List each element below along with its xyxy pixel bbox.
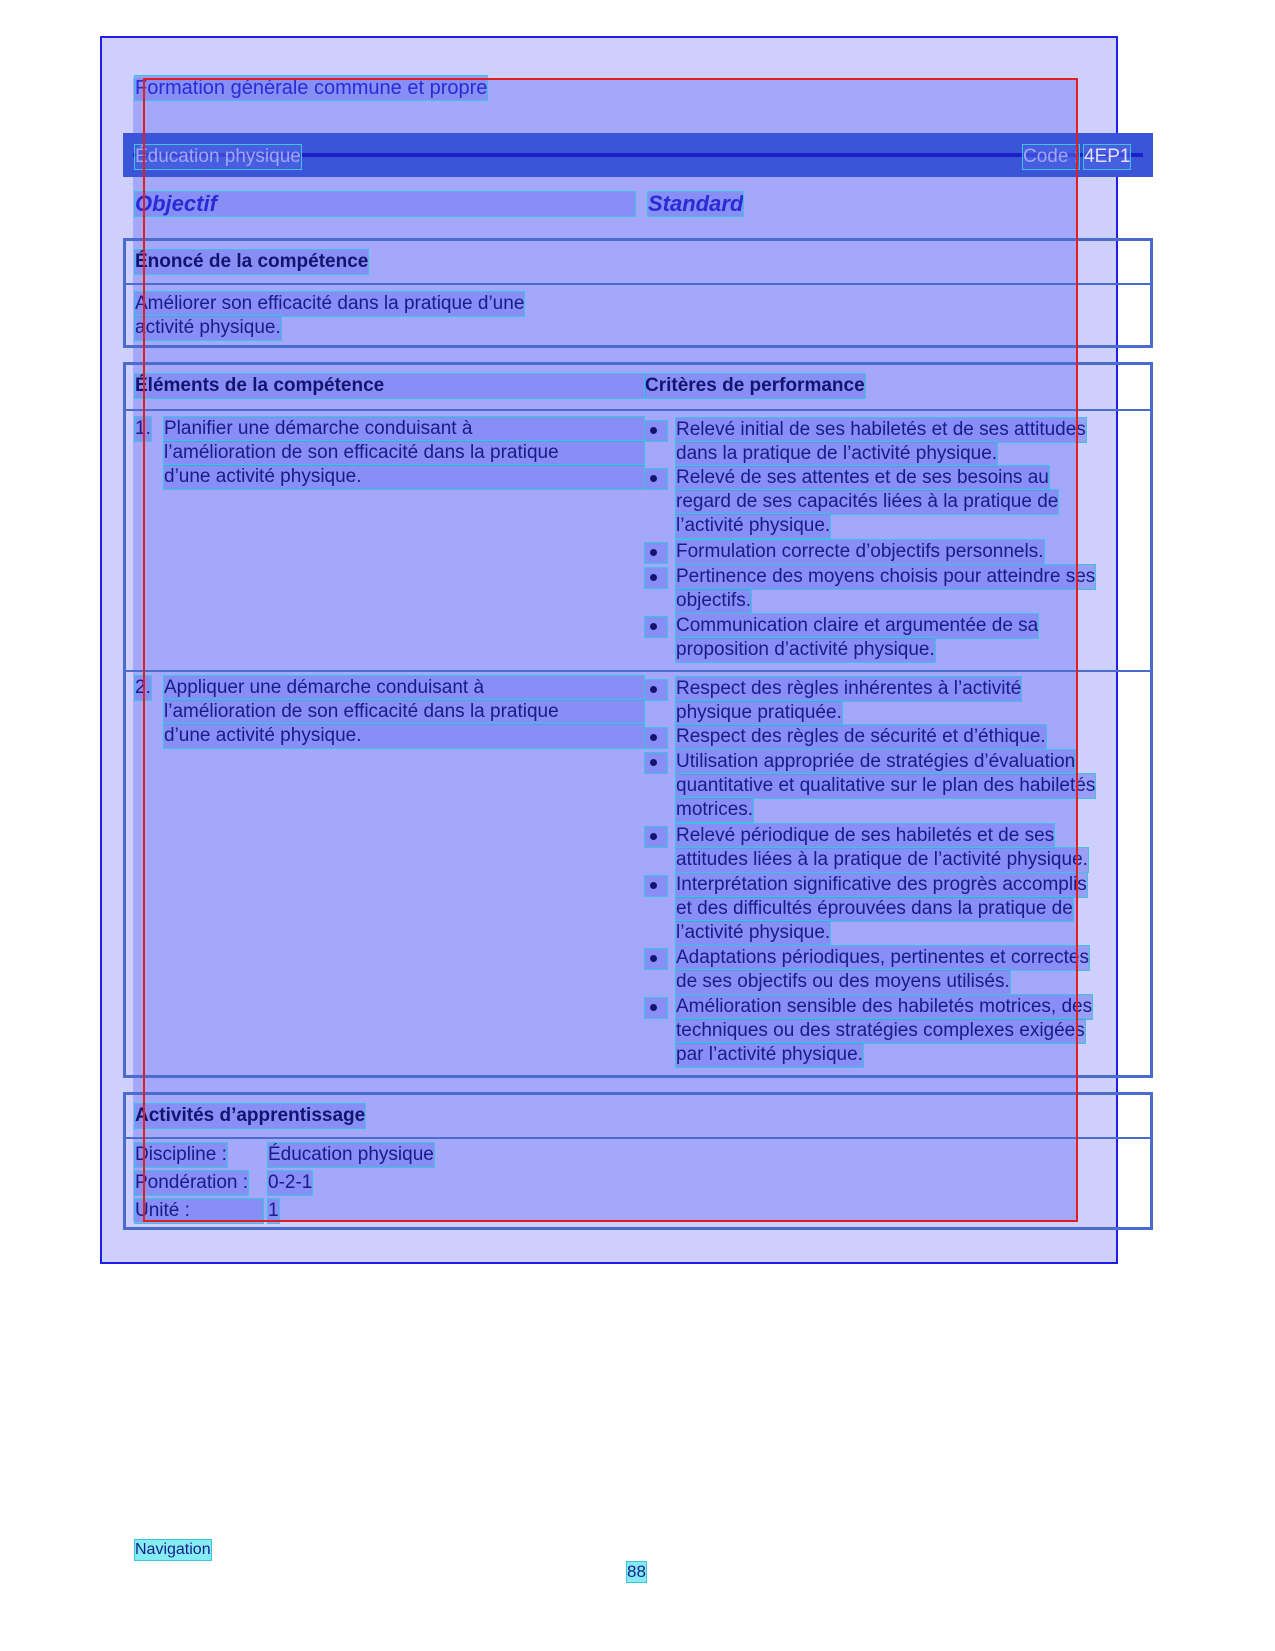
criterion-line: Respect des règles inhérentes à l’activité — [676, 678, 1022, 699]
navigation-link[interactable]: Navigation — [135, 1541, 211, 1558]
criterion-line: quantitative et qualitative sur le plan des habiletés — [676, 775, 1096, 796]
bullet-icon — [645, 827, 667, 847]
standard-heading: Standard — [648, 191, 744, 216]
discipline-label: Discipline : — [135, 1144, 227, 1165]
criterion-line: Interprétation significative des progrès accomplis — [676, 874, 1087, 895]
criterion-line: de ses objectifs ou des moyens utilisés. — [676, 971, 1010, 992]
element-text-line: l’amélioration de son efficacité dans la pratique — [164, 700, 644, 724]
criterion-line: objectifs. — [676, 590, 751, 611]
bullet-icon — [645, 421, 667, 441]
criterion-line: et des difficultés éprouvées dans la pratique de — [676, 898, 1073, 919]
element-text-line: d’une activité physique. — [164, 724, 644, 748]
bullet-icon — [645, 876, 667, 896]
bullet-icon — [645, 469, 667, 489]
criterion-line: Formulation correcte d’objectifs personnels. — [676, 541, 1044, 562]
course-code-label: Code : — [1023, 146, 1079, 167]
criterion-line: motrices. — [676, 799, 754, 820]
course-code-value: 4EP1 — [1084, 146, 1131, 167]
activities-heading: Activités d’apprentissage — [135, 1105, 366, 1126]
bullet-icon — [645, 753, 667, 773]
ponderation-label: Pondération : — [135, 1172, 249, 1193]
criterion-line: Respect des règles de sécurité et d’éthique. — [676, 726, 1046, 747]
criterion-line: attitudes liées à la pratique de l’activité physique. — [676, 849, 1088, 870]
element-text-line: l’amélioration de son efficacité dans la pratique — [164, 441, 644, 465]
element-text-line: d’une activité physique. — [164, 465, 644, 489]
element-number: 1. — [135, 418, 151, 439]
unite-label: Unité : — [135, 1199, 263, 1223]
competence-text-line: Améliorer son efficacité dans la pratique d’une — [135, 293, 525, 314]
bullet-icon — [645, 998, 667, 1018]
bullet-icon — [645, 680, 667, 700]
criterion-line: Utilisation appropriée de stratégies d’évaluation — [676, 751, 1076, 772]
criterion-line: Communication claire et argumentée de sa — [676, 615, 1039, 636]
course-title: Éducation physique — [135, 146, 301, 167]
criterion-line: proposition d’activité physique. — [676, 639, 935, 660]
criterion-line: dans la pratique de l’activité physique. — [676, 443, 998, 464]
bullet-icon — [645, 949, 667, 969]
criterion-line: Relevé périodique de ses habiletés et de ses — [676, 825, 1055, 846]
element-number: 2. — [135, 677, 151, 698]
element-text-line: Planifier une démarche conduisant à — [164, 417, 644, 441]
criterion-line: par l’activité physique. — [676, 1044, 863, 1065]
competence-heading: Énoncé de la compétence — [135, 251, 369, 272]
bullet-icon — [645, 568, 667, 588]
ponderation-value: 0-2-1 — [268, 1172, 313, 1193]
element-text-line: Appliquer une démarche conduisant à — [164, 676, 644, 700]
criterion-line: physique pratiquée. — [676, 702, 842, 723]
criterion-line: l’activité physique. — [676, 922, 831, 943]
bullet-icon — [645, 617, 667, 637]
criterion-line: Relevé de ses attentes et de ses besoins au — [676, 467, 1049, 488]
criterion-line: l’activité physique. — [676, 515, 831, 536]
criterion-line: techniques ou des stratégies complexes exigées — [676, 1020, 1085, 1041]
competence-text-line: activité physique. — [135, 317, 281, 338]
criterion-line: regard de ses capacités liées à la pratique de — [676, 491, 1059, 512]
criterion-line: Amélioration sensible des habiletés motrices, des — [676, 996, 1093, 1017]
page-number: 88 — [627, 1562, 646, 1581]
bullet-icon — [645, 543, 667, 563]
section-title: Formation générale commune et propre — [135, 77, 488, 99]
criterion-line: Relevé initial de ses habiletés et de ses attitudes — [676, 419, 1086, 440]
bullet-icon — [645, 728, 667, 748]
criterion-line: Pertinence des moyens choisis pour atteindre ses — [676, 566, 1096, 587]
discipline-value: Éducation physique — [268, 1144, 434, 1165]
objective-heading: Objectif — [135, 192, 635, 216]
elements-heading: Éléments de la compétence — [135, 374, 645, 398]
criterion-line: Adaptations périodiques, pertinentes et correctes — [676, 947, 1089, 968]
unite-value: 1 — [268, 1200, 279, 1221]
criteria-heading: Critères de performance — [645, 375, 865, 396]
